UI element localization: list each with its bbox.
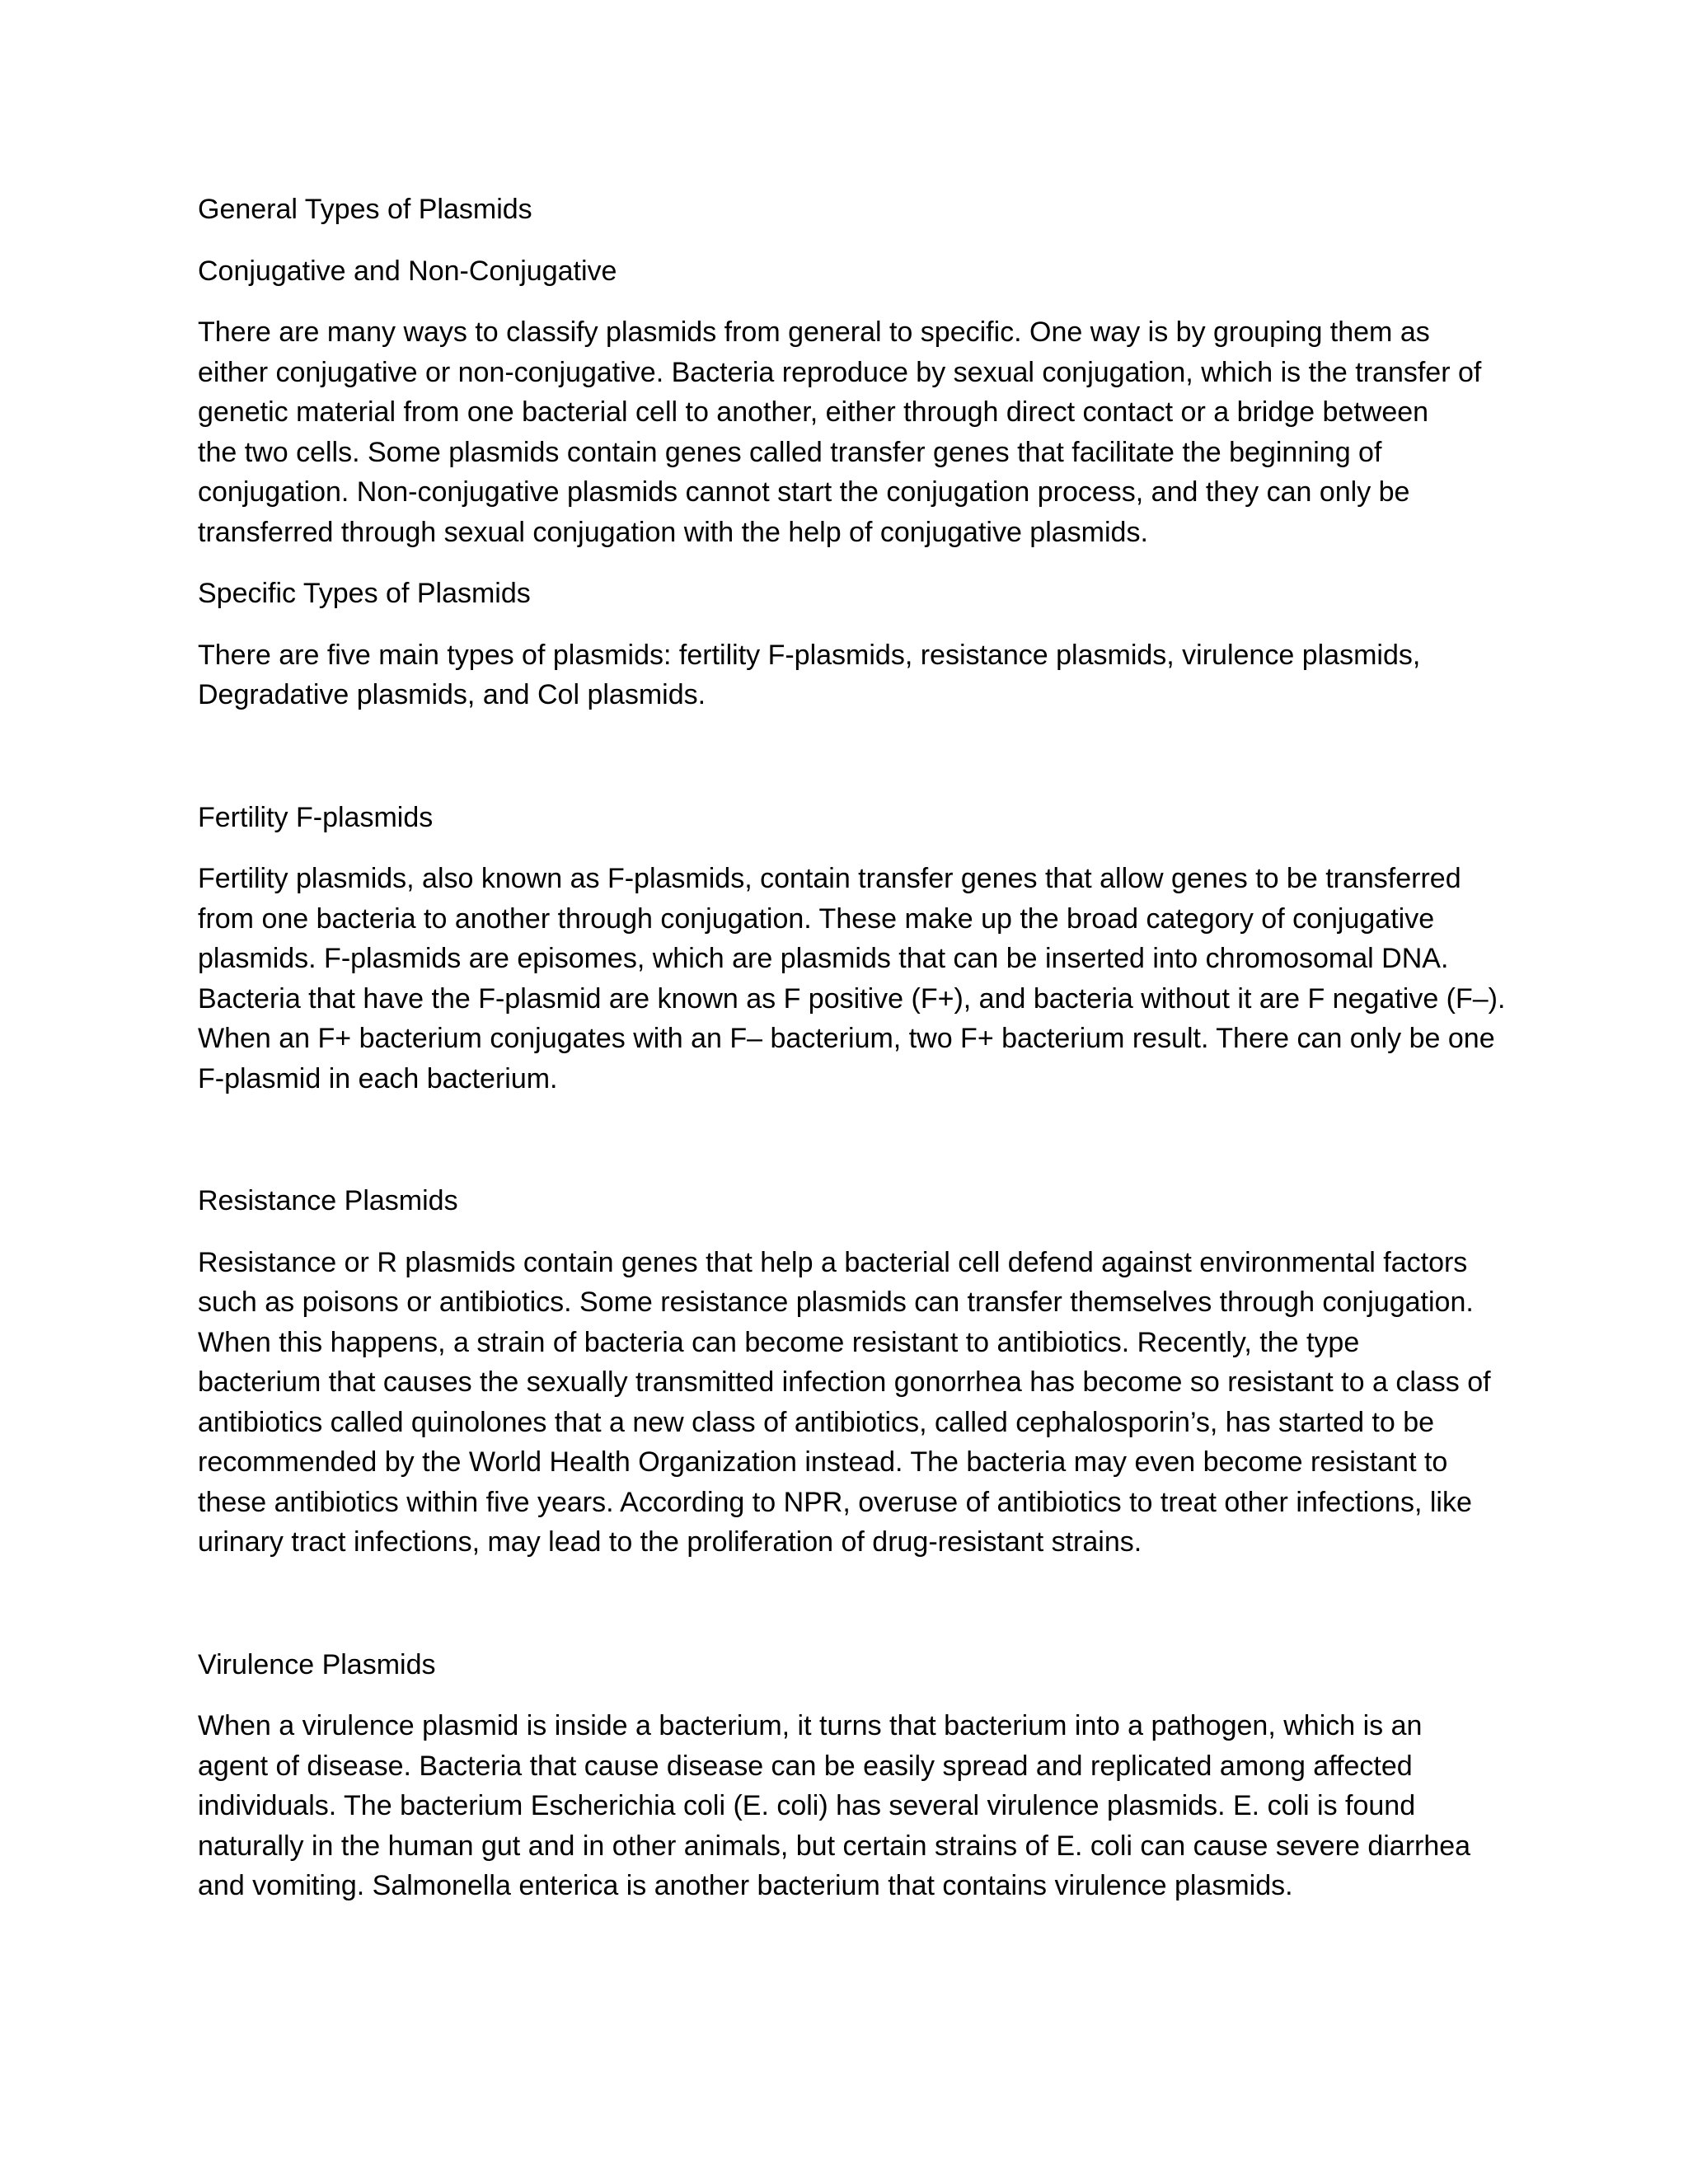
paragraph-line: agent of disease. Bacteria that cause disease can be easily spread and replicated among affected [198,1750,1413,1782]
spacer [198,1221,1517,1243]
paragraph-line: conjugation. Non-conjugative plasmids cannot start the conjugation process, and they can only be [198,476,1410,508]
paragraph-line: Fertility plasmids, also known as F-plasmids, contain transfer genes that allow genes to be transferred [198,863,1461,894]
paragraph-line: urinary tract infections, may lead to the proliferation of drug-resistant strains. [198,1526,1142,1558]
paragraph-line: When a virulence plasmid is inside a bacterium, it turns that bacterium into a pathogen, which is an [198,1710,1423,1741]
paragraph-resistance [198,1243,1517,1563]
spacer [198,837,1517,859]
paragraph-line: Resistance or R plasmids contain genes that help a bacterial cell defend against environmental factors [198,1246,1468,1278]
spacer [198,230,1517,251]
paragraph-line: When this happens, a strain of bacteria can become resistant to antibiotics. Recently, the type [198,1326,1360,1358]
paragraph-conjugative [198,312,1517,552]
paragraph-line: Bacteria that have the F-plasmid are known as F positive (F+), and bacteria without it are F negative (F–). [198,982,1506,1015]
paragraph-line: individuals. The bacterium Escherichia coli (E. coli) has several virulence plasmids. E. coli is found [198,1790,1416,1821]
paragraph-line: plasmids. F-plasmids are episomes, which are plasmids that can be inserted into chromosomal DNA. [198,943,1449,974]
spacer [198,1685,1517,1706]
paragraph-virulence [198,1706,1517,1906]
paragraph-line: these antibiotics within five years. According to NPR, overuse of antibiotics to treat other infections, like [198,1486,1472,1518]
paragraph-line: and vomiting. Salmonella enterica is another bacterium that contains virulence plasmids. [198,1870,1293,1901]
paragraph-line: There are five main types of plasmids: fertility F-plasmids, resistance plasmids, virulence plasmids, [198,639,1421,671]
paragraph-line: naturally in the human gut and in other animals, but certain strains of E. coli can cause severe diarrhea [198,1830,1471,1862]
paragraph-line: genetic material from one bacterial cell to another, either through direct contact or a bridge between [198,396,1429,428]
paragraph-line: Degradative plasmids, and Col plasmids. [198,679,706,710]
paragraph-line: the two cells. Some plasmids contain genes called transfer genes that facilitate the beginning of [198,436,1382,468]
paragraph-line: bacterium that causes the sexually transmitted infection gonorrhea has become so resistant to a class of [198,1366,1491,1398]
paragraph-line: antibiotics called quinolones that a new class of antibiotics, called cephalosporin’s, has started to be [198,1406,1435,1438]
spacer [198,614,1517,635]
paragraph-specific-types [198,635,1517,715]
section-heading-virulence: Virulence Plasmids [198,1648,436,1680]
paragraph-line: either conjugative or non-conjugative. Bacteria reproduce by sexual conjugation, which is the transfer of [198,356,1482,388]
section-heading-fertility: Fertility F-plasmids [198,801,434,833]
spacer [198,552,1517,574]
paragraph-line: When an F+ bacterium conjugates with an F– bacterium, two F+ bacterium result. There can only be one [198,1023,1495,1054]
section-heading-conjugative: Conjugative and Non-Conjugative [198,255,617,287]
spacer [198,291,1517,312]
spacer [198,715,1517,798]
paragraph-line: from one bacteria to another through conjugation. These make up the broad category of conjugative [198,902,1435,935]
spacer [198,1099,1517,1181]
spacer [198,1563,1517,1645]
paragraph-line: recommended by the World Health Organization instead. The bacteria may even become resistant to [198,1446,1448,1478]
document-title: General Types of Plasmids [198,194,532,225]
paragraph-fertility [198,859,1517,1099]
document-body [198,190,1517,1906]
section-heading-specific-types: Specific Types of Plasmids [198,578,531,609]
paragraph-line: transferred through sexual conjugation with the help of conjugative plasmids. [198,516,1148,548]
paragraph-line: F-plasmid in each bacterium. [198,1062,558,1094]
section-heading-resistance: Resistance Plasmids [198,1185,458,1216]
paragraph-line: There are many ways to classify plasmids from general to specific. One way is by grouping them as [198,316,1430,348]
paragraph-line: such as poisons or antibiotics. Some resistance plasmids can transfer themselves through conjugation. [198,1286,1474,1318]
